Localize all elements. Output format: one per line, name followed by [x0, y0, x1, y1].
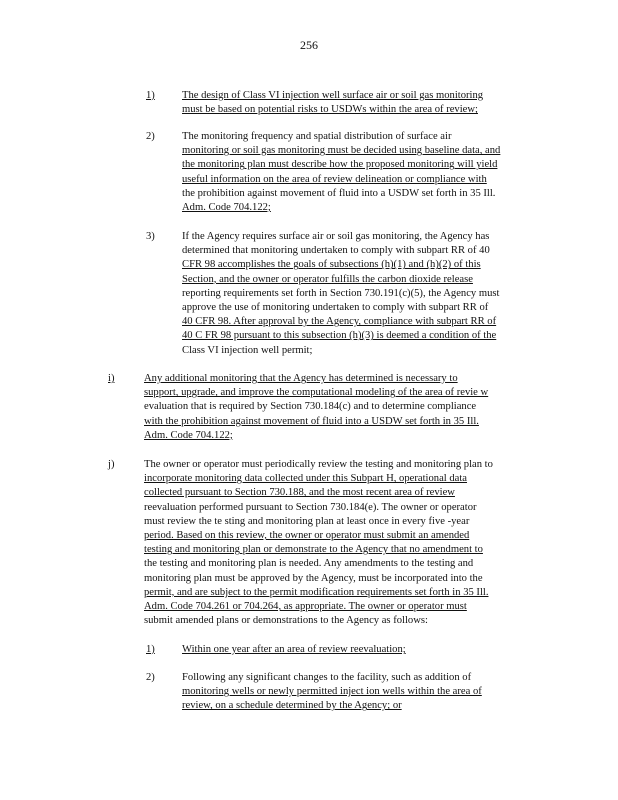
text-line: Class VI injection well permit; — [182, 344, 313, 356]
text-line: Adm. Code 704.261 or 704.264, as appropriate. The owner or operator must — [144, 601, 467, 613]
text-line: Adm. Code 704.122; — [144, 429, 233, 441]
paragraph-body — [182, 671, 482, 714]
paragraph-i — [108, 372, 488, 443]
text-line: If the Agency requires surface air or soil gas monitoring, the Agency has — [182, 231, 490, 242]
text-line: CFR 98 accomplishes the goals of subsections (h)(1) and (h)(2) of this — [182, 259, 481, 271]
page-number: 256 — [300, 38, 318, 52]
list-marker: 2) — [146, 672, 155, 683]
text-line: useful information on the area of review delineation or compliance with — [182, 173, 487, 185]
text-line: monitoring plan must be approved by the Agency, must be incorporated into the — [144, 572, 483, 584]
paragraph-h2 — [146, 130, 500, 215]
paragraph-body — [182, 130, 500, 215]
paragraph-body — [144, 372, 488, 443]
text-line: 40 C FR 98 pursuant to this subsection (h)(3) is deemed a condition of the — [182, 330, 497, 342]
paragraph-j — [108, 458, 493, 628]
list-marker: 1) — [146, 90, 155, 101]
paragraph-h3 — [146, 230, 499, 358]
text-line: Section, and the owner or operator fulfills the carbon dioxide release — [182, 273, 473, 285]
text-line: reevaluation performed pursuant to Section 730.184(e). The owner or operator — [144, 501, 477, 513]
text-line: collected pursuant to Section 730.188, and the most recent area of review — [144, 487, 455, 499]
list-marker: j) — [108, 459, 115, 470]
text-line: Adm. Code 704.122; — [182, 202, 271, 214]
text-line: review, on a schedule determined by the Agency; or — [182, 700, 402, 712]
text-line: period. Based on this review, the owner or operator must submit an amended — [144, 530, 470, 542]
text-line: must be based on potential risks to USDWs within the area of review; — [182, 104, 478, 116]
text-line: the prohibition against movement of fluid into a USDW set forth in 35 Ill. — [182, 187, 496, 199]
text-line: The monitoring frequency and spatial distribution of surface air — [182, 131, 452, 142]
text-line: monitoring wells or newly permitted inject ion wells within the area of — [182, 686, 482, 698]
text-line: determined that monitoring undertaken to comply with subpart RR of 40 — [182, 245, 490, 257]
text-line: monitoring or soil gas monitoring must be decided using baseline data, and — [182, 145, 501, 157]
text-line: Within one year after an area of review reevaluation; — [182, 644, 406, 655]
paragraph-body — [144, 458, 493, 628]
text-line: approve the use of monitoring undertaken to comply with subpart RR of — [182, 302, 489, 314]
list-marker: i) — [108, 373, 115, 384]
text-line: permit, and are subject to the permit modification requirements set forth in 35 Ill. — [144, 586, 489, 598]
text-line: evaluation that is required by Section 730.184(c) and to determine compliance — [144, 401, 477, 413]
text-line: reporting requirements set forth in Section 730.191(c)(5), the Agency must — [182, 287, 500, 299]
paragraph-body — [182, 643, 406, 657]
text-line: submit amended plans or demonstrations to the Agency as follows: — [144, 615, 428, 627]
paragraph-j2 — [146, 671, 482, 714]
list-marker: 1) — [146, 644, 155, 655]
text-line: with the prohibition against movement of fluid into a USDW set forth in 35 Ill. — [144, 415, 479, 427]
text-line: the testing and monitoring plan is needed. Any amendments to the testing and — [144, 558, 474, 570]
text-line: the monitoring plan must describe how the proposed monitoring will yield — [182, 159, 498, 171]
paragraph-body — [182, 89, 483, 117]
text-line: Following any significant changes to the facility, such as addition of — [182, 672, 472, 683]
text-line: Any additional monitoring that the Agency has determined is necessary to — [144, 373, 458, 384]
text-line: The design of Class VI injection well surface air or soil gas monitoring — [182, 90, 484, 101]
list-marker: 2) — [146, 131, 155, 142]
text-line: The owner or operator must periodically review the testing and monitoring plan to — [144, 459, 493, 470]
text-line: 40 CFR 98. After approval by the Agency, compliance with subpart RR of — [182, 316, 497, 328]
text-line: incorporate monitoring data collected under this Subpart H, operational data — [144, 473, 468, 485]
text-line: must review the te sting and monitoring plan at least once in every five -year — [144, 515, 470, 527]
text-line: testing and monitoring plan or demonstrate to the Agency that no amendment to — [144, 544, 483, 556]
paragraph-h1 — [146, 89, 483, 117]
list-marker: 3) — [146, 231, 155, 242]
text-line: support, upgrade, and improve the computational modeling of the area of revie w — [144, 387, 489, 399]
paragraph-body — [182, 230, 499, 358]
paragraph-j1 — [146, 643, 406, 657]
